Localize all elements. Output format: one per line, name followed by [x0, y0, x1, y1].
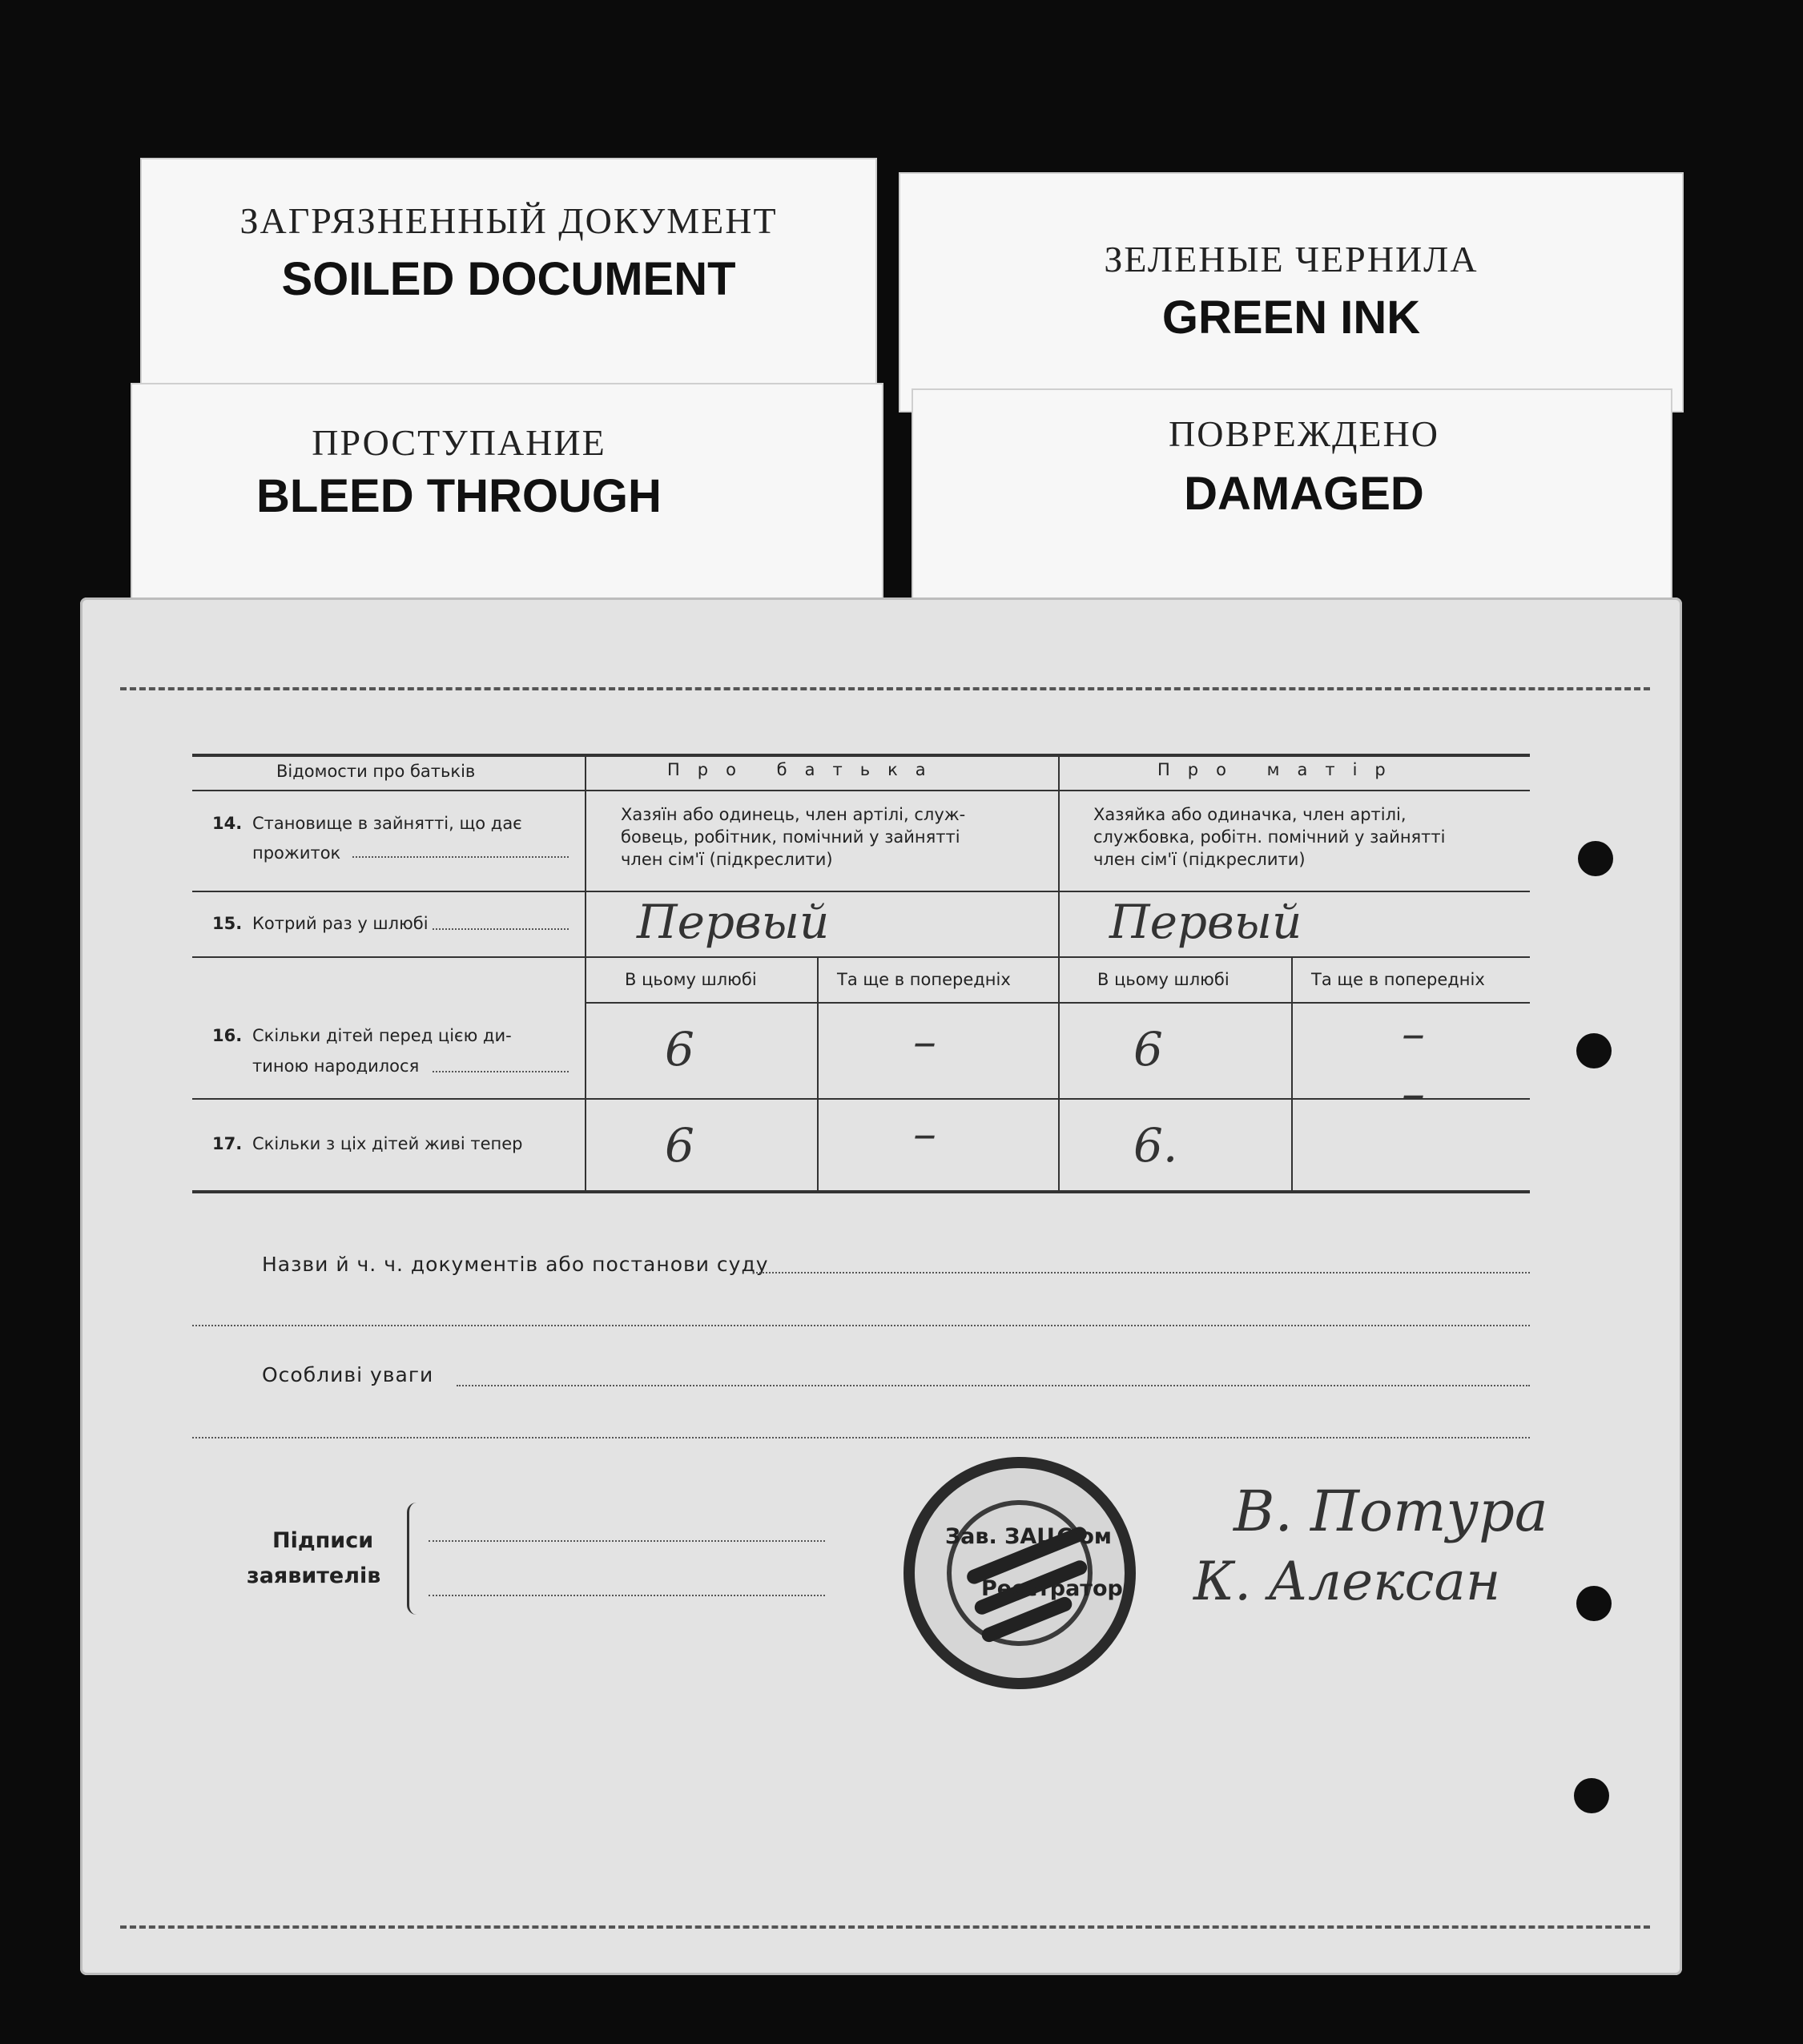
label-ru: ПРОСТУПАНИЕ	[312, 422, 606, 463]
row17-mother-this: 6.	[1133, 1118, 1178, 1173]
row16-mother-this: 6	[1133, 1022, 1163, 1076]
row17-label: Скільки з ціх дітей живі тепер	[252, 1134, 523, 1153]
label-ru: ПОВРЕЖДЕНО	[1169, 413, 1439, 454]
head-label: Зав. ЗАЦС'ом	[945, 1524, 1112, 1549]
row14-father-line2: бовець, робітник, помічний у зайнятті	[621, 827, 960, 847]
subheader-mother-this: В цьому шлюбі	[1097, 970, 1230, 989]
header-father: Про батька	[667, 760, 944, 779]
binder-hole	[1576, 1033, 1612, 1068]
applicant-signature-line-2	[429, 1595, 825, 1596]
official-stamp	[904, 1457, 1136, 1689]
row14-label-line2: прожиток	[252, 843, 341, 863]
row14-mother-line1: Хазяйка або одиначка, член артілі,	[1093, 805, 1407, 824]
header-mother: Про матір	[1157, 760, 1403, 779]
subheader-mother-prev: Та ще в попередніх	[1311, 970, 1485, 989]
header-info: Відомости про батьків	[276, 762, 476, 781]
row15-mother-value: Первый	[1109, 895, 1302, 949]
official-signature-1: В. Потура	[1234, 1479, 1548, 1544]
applicant-signature-line-1	[429, 1540, 825, 1542]
perforation-top	[120, 687, 1650, 690]
binder-hole	[1576, 1586, 1612, 1621]
subheader-father-this: В цьому шлюбі	[625, 970, 757, 989]
row16-label-line2: тиною народилося	[252, 1056, 420, 1076]
documents-line-1	[753, 1272, 1530, 1273]
row14-father-line1: Хазяїн або одинець, член артілі, служ-	[621, 805, 966, 824]
applicants-label-line1: Підписи	[272, 1528, 374, 1553]
row14-mother-line3: член сім'ї (підкреслити)	[1093, 850, 1306, 869]
row16-father-prev: –	[913, 1014, 936, 1068]
row14-label-line1: Становище в зайнятті, що дає	[252, 814, 522, 833]
label-en: GREEN INK	[1161, 292, 1421, 344]
row16-father-this: 6	[665, 1022, 694, 1076]
document-sheet	[80, 598, 1682, 1975]
row17-father-prev: –	[913, 1106, 936, 1161]
binder-hole	[1578, 841, 1613, 876]
registrar-label: Реєстратор	[981, 1576, 1123, 1601]
row14-father-line3: член сім'ї (підкреслити)	[621, 850, 833, 869]
label-card-green-ink	[899, 172, 1684, 412]
row15-father-value: Первый	[637, 895, 830, 949]
label-en: SOILED DOCUMENT	[281, 253, 736, 305]
subheader-father-prev: Та ще в попередніх	[837, 970, 1011, 989]
label-card-bleed-through	[131, 383, 883, 615]
row16-number: 16.	[212, 1026, 243, 1045]
documents-label: Назви й ч. ч. документів або постанови суду	[262, 1253, 769, 1276]
label-en: BLEED THROUGH	[256, 470, 662, 522]
label-en: DAMAGED	[1184, 468, 1424, 520]
parents-table	[192, 754, 1530, 1194]
row17-mother-prev: –	[1402, 1066, 1425, 1121]
label-card-damaged	[912, 388, 1672, 617]
label-ru: ЗАГРЯЗНЕННЫЙ ДОКУМЕНТ	[239, 200, 778, 241]
documents-line-2	[192, 1325, 1530, 1326]
row17-father-this: 6	[665, 1118, 694, 1173]
row15-label: Котрий раз у шлюбі	[252, 914, 429, 933]
row14-number: 14.	[212, 814, 243, 833]
row15-number: 15.	[212, 914, 243, 933]
perforation-bottom	[120, 1925, 1650, 1929]
label-card-soiled	[140, 158, 877, 410]
applicants-label-line2: заявителів	[247, 1563, 381, 1588]
row16-label-line1: Скільки дітей перед цією ди-	[252, 1026, 512, 1045]
row14-mother-line2: службовка, робітн. помічний у зайнятті	[1093, 827, 1446, 847]
official-signature-2: К. Алексан	[1193, 1551, 1501, 1612]
notes-line-2	[192, 1437, 1530, 1438]
notes-label: Особливі уваги	[262, 1363, 434, 1386]
row16-mother-prev: –	[1402, 1006, 1425, 1060]
binder-hole	[1574, 1778, 1609, 1813]
notes-line-1	[457, 1385, 1530, 1386]
row17-number: 17.	[212, 1134, 243, 1153]
label-ru: ЗЕЛЕНЫЕ ЧЕРНИЛА	[1104, 239, 1479, 280]
signature-brace	[407, 1503, 422, 1615]
